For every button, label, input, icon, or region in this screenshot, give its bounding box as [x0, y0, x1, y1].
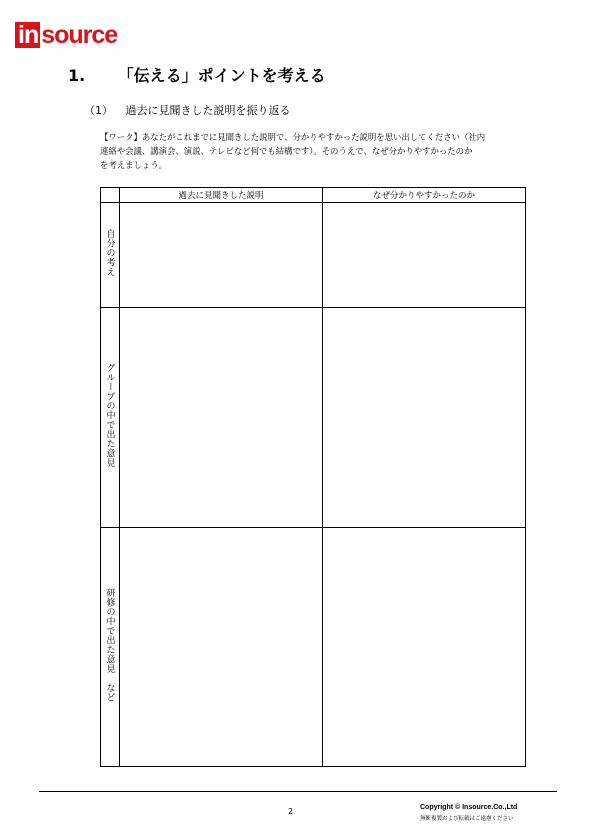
answer-cell-explanation[interactable] — [120, 203, 323, 308]
logo-source: source — [41, 21, 118, 49]
answer-cell-explanation[interactable] — [120, 528, 323, 767]
table-header-row — [101, 188, 526, 203]
work-instructions — [100, 130, 532, 172]
instruction-line: を考えましょう。 — [100, 160, 167, 170]
header-blank-cell — [101, 188, 120, 203]
row-label-group-opinions: グループの中で出た意見 — [104, 363, 115, 468]
section-title: 「伝える」ポイントを考える — [117, 66, 326, 85]
header-past-explanation: 過去に見聞きした説明 — [120, 188, 323, 203]
row-label-cell — [101, 203, 120, 308]
reproduction-notice: 無断複製および転載はご遠慮ください — [420, 816, 514, 822]
subsection-title: 過去に見聞きした説明を振り返る — [125, 104, 291, 117]
instruction-line: 【ワーク】あなたがこれまでに見聞きした説明で、分かりやすかった説明を思い出してください（社内 — [100, 132, 486, 142]
row-label-own-thoughts: 自分の考え — [104, 229, 115, 277]
copyright-text: Copyright © Insource.Co.,Ltd — [420, 804, 518, 811]
page-number: 2 — [288, 807, 294, 816]
answer-cell-reason[interactable] — [323, 308, 526, 528]
answer-cell-explanation[interactable] — [120, 308, 323, 528]
row-label-cell — [101, 528, 120, 767]
subsection-number: （1） — [84, 104, 113, 117]
footer-divider — [39, 791, 557, 792]
insource-logo — [15, 22, 117, 48]
logo-in: in — [15, 22, 40, 48]
subsection-heading — [84, 102, 291, 118]
section-number: 1. — [68, 66, 86, 85]
answer-cell-reason[interactable] — [323, 203, 526, 308]
row-label-cell — [101, 308, 120, 528]
section-heading — [68, 63, 326, 86]
table-row — [101, 308, 526, 528]
table-row — [101, 203, 526, 308]
instruction-line: 連絡や会議、講演会、演説、テレビなど何でも結構です）。そのうえで、なぜ分かりやすかったのか — [100, 146, 473, 156]
answer-cell-reason[interactable] — [323, 528, 526, 767]
table-row — [101, 528, 526, 767]
header-why-clear: なぜ分かりやすかったのか — [323, 188, 526, 203]
worksheet-table — [100, 187, 526, 767]
row-label-training-opinions: 研修の中で出た意見 など — [104, 588, 115, 703]
